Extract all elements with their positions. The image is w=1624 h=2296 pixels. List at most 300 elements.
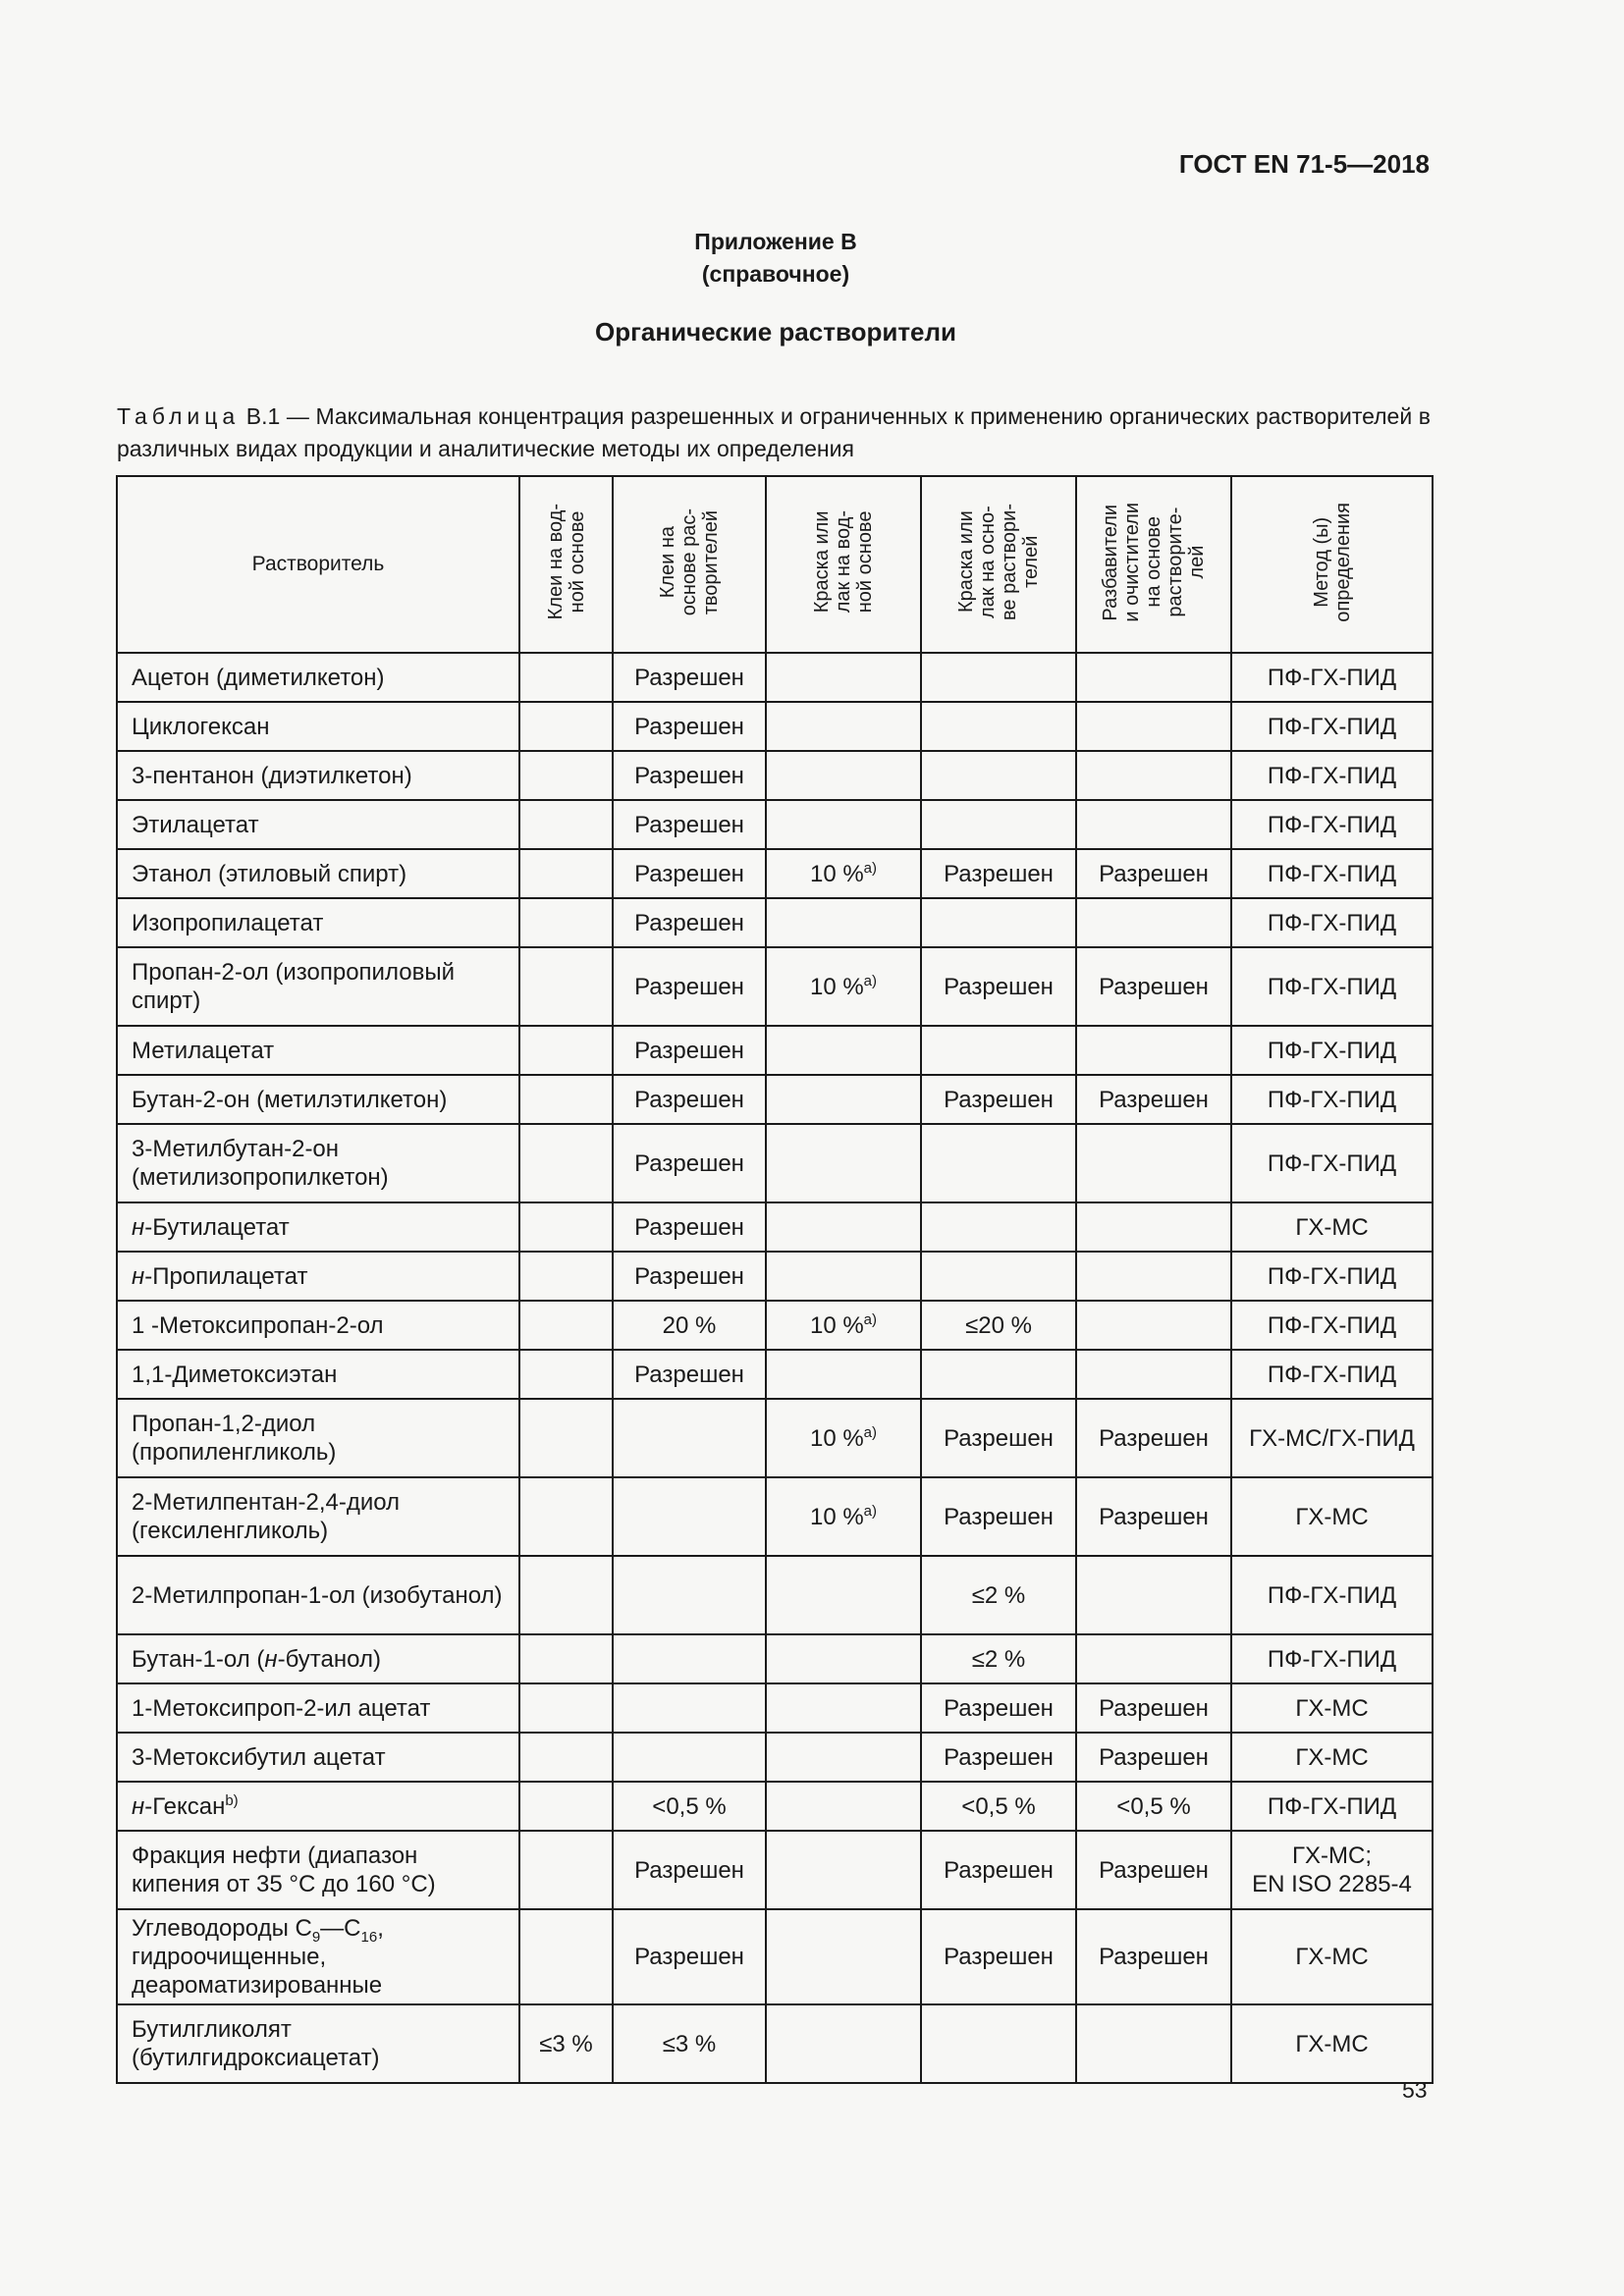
method-value: ПФ-ГХ-ПИД <box>1267 1645 1397 1673</box>
cell-value: Разрешен <box>1099 860 1209 887</box>
cell-value: Разрешен <box>944 1694 1054 1722</box>
solvent-name-text: Этанол (этиловый спирт) <box>132 860 407 887</box>
method-value: ПФ-ГХ-ПИД <box>1267 1149 1397 1177</box>
solvent-name <box>117 1909 519 2004</box>
cell-value: Разрешен <box>634 664 744 691</box>
solvent-name-sub: 9 <box>311 1928 321 1946</box>
method-value: ПФ-ГХ-ПИД <box>1267 1311 1397 1339</box>
table-row <box>117 947 1433 1026</box>
cell-value: Разрешен <box>634 1856 744 1884</box>
solvent-name <box>117 849 519 898</box>
cell-method <box>1231 1733 1433 1782</box>
solvent-name <box>117 1733 519 1782</box>
cell-method <box>1231 1782 1433 1831</box>
cell-value: Разрешен <box>1099 1086 1209 1113</box>
cell-col1 <box>519 1831 613 1909</box>
cell-method <box>1231 1831 1433 1909</box>
cell-value: 10 % <box>809 1424 864 1452</box>
solvent-name-text: —С <box>320 1915 361 1942</box>
cell-method <box>1231 1556 1433 1634</box>
cell-col4 <box>921 800 1076 849</box>
table-row <box>117 1399 1433 1477</box>
solvent-name-text: Бутан-1-ол ( <box>132 1645 265 1673</box>
cell-col1 <box>519 1634 613 1683</box>
cell-method <box>1231 702 1433 751</box>
cell-method <box>1231 1399 1433 1477</box>
solvent-name-text: -Пропилацетат <box>144 1262 308 1290</box>
solvent-name-text: 3-пентанон (диэтилкетон) <box>132 762 412 789</box>
cell-col2 <box>613 849 766 898</box>
cell-col1 <box>519 1909 613 2004</box>
cell-col2 <box>613 1733 766 1782</box>
solvent-name <box>117 702 519 751</box>
cell-col4 <box>921 1124 1076 1202</box>
cell-value: Разрешен <box>1099 973 1209 1000</box>
cell-value: Разрешен <box>944 1944 1054 1970</box>
solvent-name <box>117 1124 519 1202</box>
cell-col5 <box>1076 1831 1231 1909</box>
cell-col3 <box>766 1733 921 1782</box>
cell-value: Разрешен <box>634 1213 744 1241</box>
cell-col1 <box>519 1075 613 1124</box>
solvents-table <box>116 475 1434 2084</box>
cell-col5 <box>1076 653 1231 702</box>
method-value: ГХ-МС <box>1295 1694 1369 1722</box>
cell-col2 <box>613 800 766 849</box>
cell-col4 <box>921 1477 1076 1556</box>
cell-method <box>1231 898 1433 947</box>
cell-col4 <box>921 898 1076 947</box>
method-value: ПФ-ГХ-ПИД <box>1267 973 1397 1000</box>
cell-value: Разрешен <box>634 1361 744 1388</box>
cell-method <box>1231 1075 1433 1124</box>
cell-col3 <box>766 1301 921 1350</box>
footnote-mark: b) <box>225 1791 239 1809</box>
cell-value: Разрешен <box>1099 1743 1209 1771</box>
cell-value: Разрешен <box>1099 1856 1209 1884</box>
cell-col2 <box>613 1075 766 1124</box>
solvent-name-text: Циклогексан <box>132 713 270 740</box>
cell-col3 <box>766 1634 921 1683</box>
cell-col1 <box>519 800 613 849</box>
cell-col1 <box>519 1301 613 1350</box>
method-value: ПФ-ГХ-ПИД <box>1267 909 1397 936</box>
method-value: ГХ-МС; <box>1292 1842 1372 1869</box>
cell-method <box>1231 1683 1433 1733</box>
cell-col3 <box>766 1350 921 1399</box>
solvent-name-text: 3-Метилбутан-2-он (метилизопропилкетон) <box>132 1136 389 1191</box>
solvent-name <box>117 1202 519 1252</box>
solvent-name-text: Ацетон (диметилкетон) <box>132 664 385 691</box>
solvent-name-text: 2-Метилпентан-2,4-диол (гексиленгликоль) <box>132 1489 401 1544</box>
cell-value: Разрешен <box>1099 1694 1209 1722</box>
cell-value: Разрешен <box>634 762 744 789</box>
solvent-name-text: Этилацетат <box>132 811 259 838</box>
cell-col2 <box>613 1301 766 1350</box>
cell-col2 <box>613 1350 766 1399</box>
method-value: ГХ-МС <box>1295 1743 1369 1771</box>
method-value: ПФ-ГХ-ПИД <box>1267 1581 1397 1609</box>
cell-value: Разрешен <box>634 973 744 1000</box>
method-value: ГХ-МС <box>1295 1944 1369 1970</box>
cell-col1 <box>519 1399 613 1477</box>
solvent-name-text: Пропан-1,2-диол (пропиленгликоль) <box>132 1411 337 1466</box>
cell-col5 <box>1076 1075 1231 1124</box>
solvent-name <box>117 947 519 1026</box>
cell-col4 <box>921 1634 1076 1683</box>
method-value: ПФ-ГХ-ПИД <box>1267 811 1397 838</box>
cell-col2 <box>613 898 766 947</box>
annex-type: (справочное) <box>701 261 850 287</box>
table-row <box>117 1350 1433 1399</box>
cell-col4 <box>921 653 1076 702</box>
table-row <box>117 1556 1433 1634</box>
cell-value: Разрешен <box>634 1944 744 1970</box>
solvent-name-text: 1,1-Диметоксиэтан <box>132 1361 338 1388</box>
table-row <box>117 898 1433 947</box>
cell-col2 <box>613 1477 766 1556</box>
cell-col5 <box>1076 702 1231 751</box>
cell-method <box>1231 1026 1433 1075</box>
cell-col4 <box>921 1909 1076 2004</box>
cell-col4 <box>921 1202 1076 1252</box>
table-row <box>117 1733 1433 1782</box>
cell-col4 <box>921 1252 1076 1301</box>
cell-col3 <box>766 1909 921 2004</box>
table-row <box>117 1831 1433 1909</box>
footnote-mark: a) <box>863 1310 878 1328</box>
solvent-name <box>117 2004 519 2083</box>
table-row <box>117 800 1433 849</box>
method-value: ГХ-МС <box>1295 2030 1369 2057</box>
solvent-name-text: Метилацетат <box>132 1037 275 1064</box>
cell-col1 <box>519 1477 613 1556</box>
table-row <box>117 1075 1433 1124</box>
cell-col5 <box>1076 1683 1231 1733</box>
cell-col4 <box>921 751 1076 800</box>
cell-col5 <box>1076 1399 1231 1477</box>
cell-col3 <box>766 1026 921 1075</box>
cell-value: Разрешен <box>1099 1944 1209 1970</box>
cell-col4 <box>921 1399 1076 1477</box>
cell-value: 10 % <box>809 1311 864 1339</box>
cell-method <box>1231 1350 1433 1399</box>
cell-col1 <box>519 1026 613 1075</box>
cell-value: Разрешен <box>944 1424 1054 1452</box>
cell-col5 <box>1076 1301 1231 1350</box>
cell-col2 <box>613 1634 766 1683</box>
cell-value: <0,5 % <box>961 1792 1036 1820</box>
cell-method <box>1231 1477 1433 1556</box>
cell-col5 <box>1076 1782 1231 1831</box>
cell-col2 <box>613 751 766 800</box>
method-value: ПФ-ГХ-ПИД <box>1267 762 1397 789</box>
cell-value: ≤2 % <box>971 1581 1026 1609</box>
cell-value: Разрешен <box>944 1856 1054 1884</box>
method-value: EN ISO 2285-4 <box>1252 1871 1412 1897</box>
cell-col4 <box>921 702 1076 751</box>
cell-col2 <box>613 702 766 751</box>
solvent-name-sub: 16 <box>360 1928 378 1946</box>
table-row <box>117 1683 1433 1733</box>
solvent-name <box>117 1301 519 1350</box>
table-body <box>117 653 1433 2083</box>
table-row <box>117 1202 1433 1252</box>
cell-col3 <box>766 653 921 702</box>
table-row <box>117 1124 1433 1202</box>
cell-col2 <box>613 1831 766 1909</box>
cell-value: 10 % <box>809 1503 864 1530</box>
solvent-name-text: 3-Метоксибутил ацетат <box>132 1743 386 1771</box>
cell-col4 <box>921 1075 1076 1124</box>
method-value: ГХ-МС <box>1295 1213 1369 1241</box>
table-row <box>117 849 1433 898</box>
cell-col4 <box>921 1782 1076 1831</box>
table-row <box>117 1301 1433 1350</box>
header-solvent-paint: Краска или лак на осно- ве раствори- телей <box>921 476 1076 653</box>
annex-heading <box>0 226 1551 291</box>
solvent-name <box>117 1399 519 1477</box>
cell-col4 <box>921 947 1076 1026</box>
table-header-row <box>117 476 1433 653</box>
table-row <box>117 1026 1433 1075</box>
cell-col1 <box>519 702 613 751</box>
cell-value: Разрешен <box>634 713 744 740</box>
cell-col5 <box>1076 1477 1231 1556</box>
cell-col1 <box>519 1683 613 1733</box>
cell-col5 <box>1076 1733 1231 1782</box>
cell-col3 <box>766 1202 921 1252</box>
cell-col3 <box>766 1683 921 1733</box>
solvent-name <box>117 1831 519 1909</box>
method-value: ПФ-ГХ-ПИД <box>1267 1361 1397 1388</box>
method-value: ПФ-ГХ-ПИД <box>1267 713 1397 740</box>
cell-col3 <box>766 1556 921 1634</box>
solvent-name-text: Углеводороды С <box>132 1915 312 1942</box>
cell-value: Разрешен <box>634 909 744 936</box>
solvent-name-italic: н <box>132 1262 145 1290</box>
cell-col3 <box>766 1782 921 1831</box>
annex-title: Приложение В <box>694 229 857 254</box>
cell-col3 <box>766 849 921 898</box>
solvent-name <box>117 1782 519 1831</box>
cell-col3 <box>766 1831 921 1909</box>
solvent-name-text: Бутилгликолят (бутилгидроксиацетат) <box>132 2016 380 2071</box>
method-value: ПФ-ГХ-ПИД <box>1267 1086 1397 1113</box>
solvent-name-text: 1-Метоксипроп-2-ил ацетат <box>132 1694 431 1722</box>
cell-col4 <box>921 2004 1076 2083</box>
cell-col5 <box>1076 1909 1231 2004</box>
cell-col4 <box>921 1556 1076 1634</box>
cell-col1 <box>519 653 613 702</box>
cell-col1 <box>519 1124 613 1202</box>
cell-method <box>1231 1124 1433 1202</box>
cell-value: Разрешен <box>634 811 744 838</box>
solvent-name-text: -Бутилацетат <box>144 1213 290 1241</box>
cell-col4 <box>921 1831 1076 1909</box>
cell-col3 <box>766 702 921 751</box>
cell-value: ≤2 % <box>971 1645 1026 1673</box>
cell-value: Разрешен <box>944 860 1054 887</box>
cell-value: 10 % <box>809 973 864 1000</box>
page-number: 53 <box>1402 2077 1428 2103</box>
method-value: ПФ-ГХ-ПИД <box>1267 1262 1397 1290</box>
cell-method <box>1231 1909 1433 2004</box>
table-row <box>117 1782 1433 1831</box>
cell-col5 <box>1076 1634 1231 1683</box>
table-row <box>117 1477 1433 1556</box>
footnote-mark: a) <box>863 972 878 989</box>
cell-col2 <box>613 1909 766 2004</box>
method-value: ГХ-МС/ГХ-ПИД <box>1249 1424 1415 1452</box>
cell-col4 <box>921 849 1076 898</box>
cell-col4 <box>921 1026 1076 1075</box>
solvent-name <box>117 1683 519 1733</box>
cell-col1 <box>519 751 613 800</box>
solvent-name-text: Фракция нефти (диапазон кипения от 35 °С до 160 °С) <box>132 1842 436 1897</box>
cell-col1 <box>519 1252 613 1301</box>
solvent-name-text: -бутанол) <box>277 1645 381 1673</box>
solvent-name <box>117 898 519 947</box>
solvent-name <box>117 1634 519 1683</box>
header-water-adhesives: Клеи на вод- ной основе <box>519 476 613 653</box>
solvent-name-text: 1 -Метоксипропан-2-ол <box>132 1311 384 1339</box>
cell-col5 <box>1076 1556 1231 1634</box>
cell-col1 <box>519 1556 613 1634</box>
table-row <box>117 2004 1433 2083</box>
cell-col3 <box>766 800 921 849</box>
cell-method <box>1231 653 1433 702</box>
cell-value: 10 % <box>809 860 864 887</box>
solvent-name-text: Изопропилацетат <box>132 909 324 936</box>
cell-col5 <box>1076 947 1231 1026</box>
table-caption <box>117 400 1431 465</box>
cell-col2 <box>613 947 766 1026</box>
cell-col5 <box>1076 1252 1231 1301</box>
solvent-name <box>117 800 519 849</box>
cell-value: 20 % <box>662 1311 717 1339</box>
cell-value: Разрешен <box>634 1262 744 1290</box>
section-title: Органические растворители <box>594 317 957 347</box>
cell-method <box>1231 849 1433 898</box>
cell-col4 <box>921 1301 1076 1350</box>
cell-col3 <box>766 947 921 1026</box>
cell-method <box>1231 1202 1433 1252</box>
header-water-paint: Краска или лак на вод- ной основе <box>766 476 921 653</box>
table-row <box>117 1634 1433 1683</box>
cell-col3 <box>766 751 921 800</box>
cell-col4 <box>921 1733 1076 1782</box>
cell-method <box>1231 947 1433 1026</box>
solvent-name <box>117 1252 519 1301</box>
cell-value: Разрешен <box>944 1503 1054 1530</box>
cell-value: Разрешен <box>944 973 1054 1000</box>
cell-col3 <box>766 1124 921 1202</box>
cell-col1 <box>519 849 613 898</box>
solvent-name <box>117 1477 519 1556</box>
method-value: ПФ-ГХ-ПИД <box>1267 1792 1397 1820</box>
solvent-name <box>117 1556 519 1634</box>
method-value: ПФ-ГХ-ПИД <box>1267 860 1397 887</box>
solvent-name <box>117 1026 519 1075</box>
header-thinners: Разбавители и очистители на основе растворите- лей <box>1076 476 1231 653</box>
cell-col1 <box>519 1733 613 1782</box>
table-caption-text: В.1 — Максимальная концентрация разрешенных и ограниченных к применению органических растворителей в различных видах продукции и аналитические методы их определения <box>117 403 1431 461</box>
cell-value: <0,5 % <box>652 1792 727 1820</box>
cell-col5 <box>1076 800 1231 849</box>
cell-col2 <box>613 653 766 702</box>
cell-value: ≤3 % <box>662 2030 717 2057</box>
solvent-name <box>117 1075 519 1124</box>
cell-method <box>1231 1301 1433 1350</box>
solvent-name-italic: н <box>264 1645 278 1673</box>
table-caption-label: Таблица <box>117 403 241 429</box>
cell-col5 <box>1076 1124 1231 1202</box>
cell-value: Разрешен <box>634 860 744 887</box>
cell-col2 <box>613 1124 766 1202</box>
header-method: Метод (ы) определения <box>1231 476 1433 653</box>
cell-value: <0,5 % <box>1116 1792 1191 1820</box>
header-solvent: Растворитель <box>117 476 519 653</box>
table-row <box>117 751 1433 800</box>
cell-col5 <box>1076 1350 1231 1399</box>
cell-col2 <box>613 1202 766 1252</box>
cell-value: Разрешен <box>634 1149 744 1177</box>
cell-col2 <box>613 1556 766 1634</box>
cell-col5 <box>1076 898 1231 947</box>
cell-col1 <box>519 898 613 947</box>
cell-col4 <box>921 1350 1076 1399</box>
footnote-mark: a) <box>863 1423 878 1441</box>
cell-col4 <box>921 1683 1076 1733</box>
table-row <box>117 653 1433 702</box>
cell-value: Разрешен <box>1099 1503 1209 1530</box>
cell-col5 <box>1076 751 1231 800</box>
cell-value: Разрешен <box>634 1037 744 1064</box>
cell-value: ≤3 % <box>539 2030 593 2057</box>
cell-method <box>1231 800 1433 849</box>
cell-col1 <box>519 947 613 1026</box>
cell-value: Разрешен <box>944 1086 1054 1113</box>
header-solvent-adhesives: Клеи на основе рас- творителей <box>613 476 766 653</box>
footnote-mark: a) <box>863 1502 878 1520</box>
cell-col5 <box>1076 1026 1231 1075</box>
method-value: ПФ-ГХ-ПИД <box>1267 1037 1397 1064</box>
solvent-name-text: , гидроочищенные, деароматизированные <box>132 1915 384 1999</box>
cell-col1 <box>519 1202 613 1252</box>
cell-col3 <box>766 1477 921 1556</box>
cell-method <box>1231 751 1433 800</box>
cell-col2 <box>613 1683 766 1733</box>
footnote-mark: a) <box>863 859 878 877</box>
method-value: ГХ-МС <box>1295 1503 1369 1530</box>
cell-col5 <box>1076 2004 1231 2083</box>
document-code: ГОСТ EN 71-5—2018 <box>1178 149 1430 179</box>
cell-col5 <box>1076 1202 1231 1252</box>
solvent-name-text: Пропан-2-ол (изопропиловый спирт) <box>132 959 455 1014</box>
cell-value: ≤20 % <box>965 1311 1032 1339</box>
solvent-name <box>117 751 519 800</box>
cell-col1 <box>519 1350 613 1399</box>
table-row <box>117 1909 1433 2004</box>
cell-col2 <box>613 1026 766 1075</box>
cell-col3 <box>766 898 921 947</box>
cell-method <box>1231 1252 1433 1301</box>
table-row <box>117 702 1433 751</box>
cell-value: Разрешен <box>1099 1424 1209 1452</box>
solvent-name-text: 2-Метилпропан-1-ол (изобутанол) <box>132 1581 503 1609</box>
cell-col5 <box>1076 849 1231 898</box>
